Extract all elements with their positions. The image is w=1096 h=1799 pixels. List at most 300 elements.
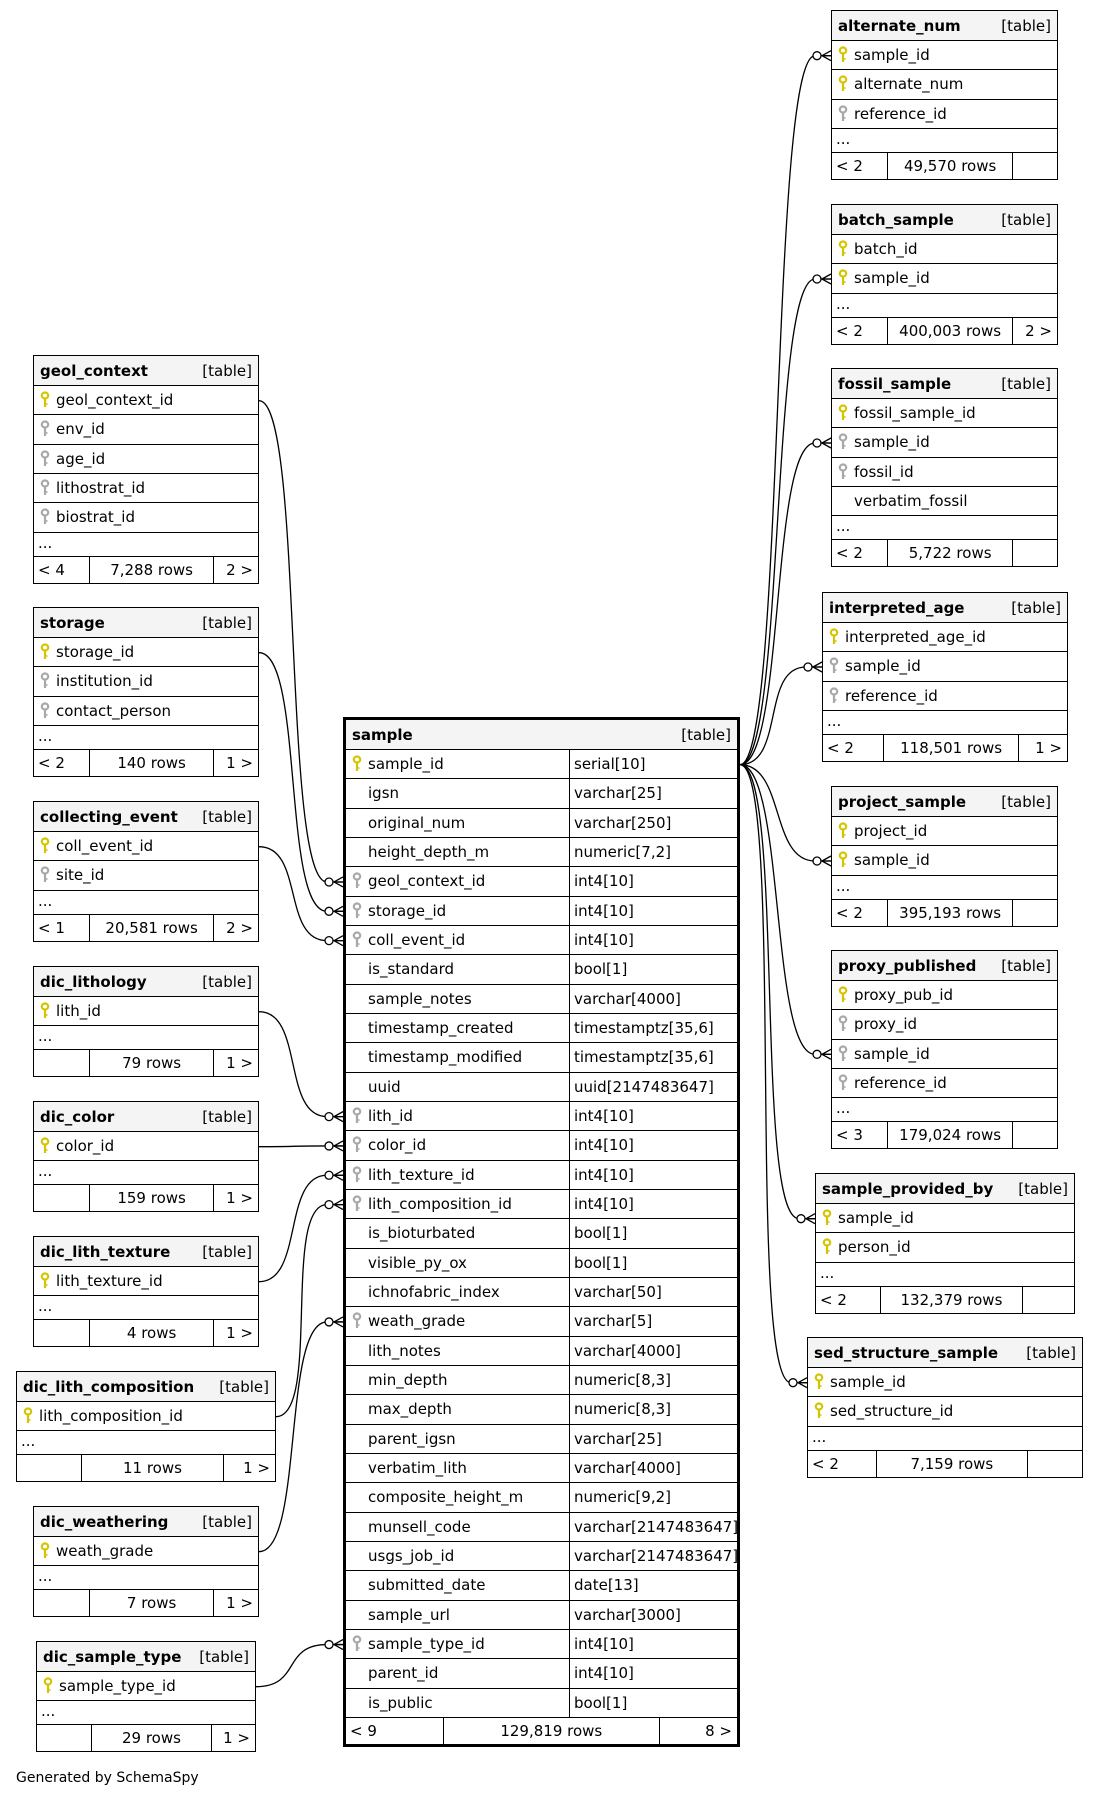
column-name: reference_id bbox=[854, 104, 947, 123]
table-footer bbox=[34, 915, 258, 941]
foreign-key-icon bbox=[832, 105, 854, 123]
column-name: biostrat_id bbox=[56, 508, 135, 527]
children-count[interactable]: 1 > bbox=[1018, 735, 1067, 761]
table-kind: [table] bbox=[1001, 956, 1051, 975]
table-kind: [table] bbox=[1001, 374, 1051, 393]
column-row[interactable] bbox=[346, 1483, 737, 1512]
row-count: 129,819 rows bbox=[500, 1721, 603, 1740]
column-name: person_id bbox=[838, 1238, 911, 1257]
column-name: lith_texture_id bbox=[368, 1165, 475, 1184]
column-row[interactable] bbox=[346, 1659, 737, 1688]
column-row[interactable] bbox=[17, 1402, 275, 1431]
column-name: color_id bbox=[368, 1136, 427, 1155]
column-name: coll_event_id bbox=[368, 931, 466, 950]
parents-count[interactable] bbox=[17, 1455, 82, 1481]
column-row[interactable] bbox=[832, 399, 1057, 428]
primary-key-icon bbox=[808, 1373, 830, 1391]
column-row[interactable] bbox=[34, 832, 258, 861]
table-header bbox=[832, 369, 1057, 399]
table-kind: [table] bbox=[681, 725, 731, 744]
parents-count[interactable] bbox=[34, 1320, 90, 1346]
parents-count[interactable] bbox=[34, 1050, 90, 1076]
column-type: int4[10] bbox=[569, 1131, 737, 1159]
column-name: composite_height_m bbox=[368, 1488, 524, 1507]
link-alternate-num bbox=[740, 51, 831, 765]
foreign-key-icon bbox=[832, 1074, 854, 1092]
column-name: lithostrat_id bbox=[56, 479, 146, 498]
table-kind: [table] bbox=[202, 1512, 252, 1531]
column-type: varchar[4000] bbox=[569, 985, 737, 1013]
foreign-key-icon bbox=[34, 702, 56, 720]
column-row[interactable] bbox=[346, 1073, 737, 1102]
column-type: varchar[5] bbox=[569, 1307, 737, 1335]
column-row[interactable] bbox=[346, 1689, 737, 1718]
column-name: timestamp_created bbox=[368, 1019, 514, 1038]
column-name: sample_type_id bbox=[368, 1635, 485, 1653]
column-name: munsell_code bbox=[368, 1517, 471, 1536]
table-name: dic_weathering bbox=[40, 1512, 169, 1531]
column-row[interactable] bbox=[816, 1204, 1074, 1233]
column-row[interactable] bbox=[346, 1425, 737, 1454]
column-name: storage_id bbox=[368, 901, 447, 920]
column-type: bool[1] bbox=[569, 1689, 737, 1717]
more-columns: ... bbox=[34, 1161, 258, 1185]
more-columns: ... bbox=[832, 516, 1057, 540]
column-name: weath_grade bbox=[368, 1312, 466, 1331]
column-name: sample_id bbox=[854, 1044, 930, 1063]
column-row[interactable] bbox=[34, 1537, 258, 1566]
column-row[interactable] bbox=[346, 1131, 737, 1160]
table-header bbox=[34, 967, 258, 997]
table-name: sample bbox=[352, 725, 413, 744]
foreign-key-icon bbox=[346, 1635, 368, 1653]
foreign-key-icon bbox=[34, 420, 56, 438]
primary-key-icon bbox=[34, 837, 56, 855]
column-name: ichnofabric_index bbox=[368, 1283, 500, 1302]
table-header bbox=[823, 593, 1067, 623]
column-row[interactable] bbox=[34, 997, 258, 1026]
table-sample[interactable] bbox=[343, 717, 740, 1747]
column-row[interactable] bbox=[346, 1014, 737, 1043]
table-header bbox=[832, 11, 1057, 41]
children-count[interactable] bbox=[1012, 153, 1057, 179]
column-type: varchar[25] bbox=[569, 1425, 737, 1453]
table-name: project_sample bbox=[838, 792, 967, 811]
table-footer bbox=[816, 1287, 1074, 1313]
table-header bbox=[832, 787, 1057, 817]
row-count: 49,570 rows bbox=[903, 156, 997, 175]
column-type: int4[10] bbox=[569, 867, 737, 895]
table-header bbox=[34, 608, 258, 638]
column-row[interactable] bbox=[34, 1132, 258, 1161]
column-name: lith_id bbox=[56, 1002, 101, 1021]
column-row[interactable] bbox=[832, 981, 1057, 1010]
column-row[interactable] bbox=[832, 100, 1057, 129]
row-count: 7,288 rows bbox=[110, 560, 193, 579]
column-row[interactable] bbox=[34, 667, 258, 696]
column-row[interactable] bbox=[346, 867, 737, 896]
table-name: sample_provided_by bbox=[822, 1179, 994, 1198]
column-row[interactable] bbox=[832, 235, 1057, 264]
table-project-sample[interactable] bbox=[831, 786, 1058, 927]
column-row[interactable] bbox=[346, 1249, 737, 1278]
column-type: varchar[3000] bbox=[569, 1601, 737, 1629]
column-name: env_id bbox=[56, 420, 105, 439]
row-count: 400,003 rows bbox=[899, 321, 1002, 340]
column-row[interactable] bbox=[346, 838, 737, 867]
column-name: is_bioturbated bbox=[368, 1224, 476, 1243]
column-name: sed_structure_id bbox=[830, 1402, 954, 1421]
table-kind: [table] bbox=[219, 1377, 269, 1396]
foreign-key-icon bbox=[346, 872, 368, 890]
children-count[interactable]: 1 > bbox=[223, 1455, 275, 1481]
parents-count[interactable]: < 2 bbox=[816, 1287, 881, 1313]
table-dic-sample-type[interactable] bbox=[36, 1641, 256, 1752]
column-type: int4[10] bbox=[569, 1102, 737, 1130]
column-row[interactable] bbox=[346, 779, 737, 808]
primary-key-icon bbox=[832, 404, 854, 422]
column-row[interactable] bbox=[346, 1161, 737, 1190]
column-type: bool[1] bbox=[569, 1249, 737, 1277]
children-count[interactable]: 2 > bbox=[213, 915, 258, 941]
column-name: batch_id bbox=[854, 240, 918, 259]
foreign-key-icon bbox=[346, 1312, 368, 1330]
column-name: alternate_num bbox=[854, 75, 964, 94]
column-row[interactable] bbox=[832, 1010, 1057, 1039]
column-name: parent_id bbox=[368, 1664, 439, 1683]
table-kind: [table] bbox=[202, 1107, 252, 1126]
column-name: sample_type_id bbox=[59, 1677, 176, 1696]
table-dic-lith-texture[interactable] bbox=[33, 1236, 259, 1347]
table-dic-color[interactable] bbox=[33, 1101, 259, 1212]
column-row[interactable] bbox=[832, 458, 1057, 487]
row-count: 140 rows bbox=[117, 753, 186, 772]
parents-count[interactable]: < 2 bbox=[832, 900, 888, 926]
column-row[interactable] bbox=[346, 1337, 737, 1366]
column-row[interactable] bbox=[34, 1267, 258, 1296]
table-name: dic_lithology bbox=[40, 972, 147, 991]
row-count: 79 rows bbox=[122, 1054, 182, 1073]
primary-key-icon bbox=[816, 1238, 838, 1256]
table-footer bbox=[34, 1590, 258, 1616]
more-columns: ... bbox=[823, 711, 1067, 735]
column-row[interactable] bbox=[823, 652, 1067, 681]
table-footer bbox=[34, 1050, 258, 1076]
column-name: reference_id bbox=[854, 1074, 947, 1093]
table-dic-lithology[interactable] bbox=[33, 966, 259, 1077]
table-collecting-event[interactable] bbox=[33, 801, 259, 942]
children-count[interactable]: 1 > bbox=[213, 1590, 258, 1616]
children-count[interactable]: 1 > bbox=[213, 1320, 258, 1346]
more-columns: ... bbox=[832, 876, 1057, 900]
column-row[interactable] bbox=[346, 1366, 737, 1395]
column-row[interactable] bbox=[346, 1102, 737, 1131]
table-name: geol_context bbox=[40, 361, 148, 380]
column-row[interactable] bbox=[346, 1219, 737, 1248]
column-row[interactable] bbox=[832, 264, 1057, 293]
more-columns: ... bbox=[37, 1701, 255, 1725]
foreign-key-icon bbox=[34, 866, 56, 884]
column-row[interactable] bbox=[346, 1395, 737, 1424]
row-count: 20,581 rows bbox=[105, 918, 198, 937]
foreign-key-icon bbox=[34, 450, 56, 468]
table-alternate-num[interactable] bbox=[831, 10, 1058, 180]
children-count[interactable]: 1 > bbox=[213, 750, 258, 776]
column-type: int4[10] bbox=[569, 897, 737, 925]
column-row[interactable] bbox=[346, 985, 737, 1014]
table-sed-structure-sample[interactable] bbox=[807, 1337, 1083, 1478]
column-row[interactable] bbox=[34, 638, 258, 667]
row-count: 5,722 rows bbox=[908, 544, 992, 563]
column-row[interactable] bbox=[34, 474, 258, 503]
row-count: 7,159 rows bbox=[910, 1454, 994, 1473]
column-name: weath_grade bbox=[56, 1542, 154, 1561]
column-name: is_standard bbox=[368, 960, 455, 979]
column-row[interactable] bbox=[346, 1513, 737, 1542]
link-project-sample bbox=[740, 765, 831, 866]
column-name: igsn bbox=[368, 784, 400, 803]
column-name: sample_url bbox=[368, 1605, 450, 1624]
column-row[interactable] bbox=[346, 809, 737, 838]
column-row[interactable] bbox=[34, 861, 258, 890]
column-row[interactable] bbox=[832, 1040, 1057, 1069]
table-kind: [table] bbox=[1018, 1179, 1068, 1198]
table-proxy-published[interactable] bbox=[831, 950, 1058, 1149]
primary-key-icon bbox=[34, 643, 56, 661]
table-fossil-sample[interactable] bbox=[831, 368, 1058, 567]
parents-count[interactable] bbox=[34, 1590, 90, 1616]
table-name: dic_lith_texture bbox=[40, 1242, 171, 1261]
link-dic-lithology bbox=[259, 1012, 343, 1122]
column-type: varchar[2147483647] bbox=[569, 1513, 737, 1541]
column-name: lith_composition_id bbox=[368, 1195, 512, 1214]
table-header bbox=[832, 951, 1057, 981]
link-collecting-event bbox=[259, 847, 343, 946]
column-name: age_id bbox=[56, 449, 106, 468]
column-row[interactable] bbox=[832, 1069, 1057, 1098]
column-row[interactable] bbox=[346, 955, 737, 984]
column-row[interactable] bbox=[346, 1454, 737, 1483]
children-count[interactable] bbox=[1012, 1122, 1057, 1148]
primary-key-icon bbox=[832, 240, 854, 258]
foreign-key-icon bbox=[346, 1166, 368, 1184]
table-footer bbox=[34, 1185, 258, 1211]
column-name: submitted_date bbox=[368, 1576, 486, 1595]
link-dic-lith-texture bbox=[259, 1170, 343, 1281]
column-row[interactable] bbox=[832, 41, 1057, 70]
foreign-key-icon bbox=[346, 902, 368, 920]
table-sample-provided-by[interactable] bbox=[815, 1173, 1075, 1314]
column-row[interactable] bbox=[346, 1601, 737, 1630]
column-row[interactable] bbox=[34, 503, 258, 532]
column-name: sample_id bbox=[854, 851, 930, 870]
column-name: lith_notes bbox=[368, 1341, 441, 1360]
column-name: color_id bbox=[56, 1137, 115, 1156]
column-row[interactable] bbox=[346, 1630, 737, 1659]
column-name: sample_id bbox=[830, 1373, 906, 1392]
table-storage[interactable] bbox=[33, 607, 259, 777]
parents-count[interactable]: < 2 bbox=[808, 1451, 877, 1477]
link-geol-context bbox=[259, 401, 343, 887]
column-name: visible_py_ox bbox=[368, 1253, 467, 1272]
table-name: collecting_event bbox=[40, 807, 178, 826]
table-footer bbox=[17, 1455, 275, 1481]
table-interpreted-age[interactable] bbox=[822, 592, 1068, 762]
column-name: sample_id bbox=[368, 755, 444, 774]
table-kind: [table] bbox=[199, 1647, 249, 1666]
column-name: sample_id bbox=[845, 657, 921, 676]
primary-key-icon bbox=[832, 851, 854, 869]
foreign-key-icon bbox=[34, 479, 56, 497]
column-row[interactable] bbox=[346, 1043, 737, 1072]
table-dic-weathering[interactable] bbox=[33, 1506, 259, 1617]
column-row[interactable] bbox=[346, 750, 737, 779]
column-row[interactable] bbox=[34, 415, 258, 444]
foreign-key-icon bbox=[346, 1195, 368, 1213]
table-kind: [table] bbox=[1001, 792, 1051, 811]
column-name: uuid bbox=[368, 1077, 401, 1096]
link-sed-structure-sample bbox=[740, 765, 807, 1388]
link-dic-sample-type bbox=[256, 1640, 343, 1687]
foreign-key-icon bbox=[346, 1136, 368, 1154]
table-header bbox=[34, 1507, 258, 1537]
primary-key-icon bbox=[34, 1002, 56, 1020]
column-name: timestamp_modified bbox=[368, 1048, 523, 1067]
row-count: 29 rows bbox=[121, 1729, 181, 1748]
column-type: int4[10] bbox=[569, 1630, 737, 1658]
table-kind: [table] bbox=[1011, 598, 1061, 617]
children-count[interactable]: 2 > bbox=[213, 557, 258, 583]
column-name: sample_id bbox=[854, 46, 930, 65]
table-batch-sample[interactable] bbox=[831, 204, 1058, 345]
children-count[interactable] bbox=[1022, 1287, 1074, 1313]
row-count: 159 rows bbox=[117, 1189, 186, 1208]
parents-count[interactable]: < 3 bbox=[832, 1122, 888, 1148]
table-footer bbox=[823, 735, 1067, 761]
foreign-key-icon bbox=[832, 433, 854, 451]
column-name: lith_id bbox=[368, 1107, 413, 1126]
parents-count[interactable]: < 9 bbox=[346, 1718, 444, 1744]
column-row[interactable] bbox=[346, 1307, 737, 1336]
more-columns: ... bbox=[808, 1427, 1082, 1451]
column-name: project_id bbox=[854, 822, 928, 841]
parents-count[interactable]: < 1 bbox=[34, 915, 90, 941]
column-row[interactable] bbox=[346, 1278, 737, 1307]
table-header bbox=[37, 1642, 255, 1672]
column-type: numeric[7,2] bbox=[569, 838, 737, 866]
column-type: varchar[4000] bbox=[569, 1337, 737, 1365]
row-count: 11 rows bbox=[122, 1459, 182, 1478]
column-row[interactable] bbox=[346, 897, 737, 926]
children-count[interactable] bbox=[1012, 540, 1057, 566]
column-row[interactable] bbox=[346, 1190, 737, 1219]
column-row[interactable] bbox=[832, 846, 1057, 875]
column-name: parent_igsn bbox=[368, 1429, 456, 1448]
children-count[interactable] bbox=[1027, 1451, 1082, 1477]
more-columns: ... bbox=[34, 1026, 258, 1050]
column-name: fossil_id bbox=[854, 462, 914, 481]
column-row[interactable] bbox=[832, 428, 1057, 457]
table-kind: [table] bbox=[1026, 1343, 1076, 1362]
table-header bbox=[832, 205, 1057, 235]
column-row[interactable] bbox=[346, 1571, 737, 1600]
parents-count[interactable]: < 2 bbox=[832, 318, 888, 344]
column-row[interactable] bbox=[37, 1672, 255, 1701]
table-kind: [table] bbox=[1001, 16, 1051, 35]
table-footer bbox=[34, 557, 258, 583]
children-count[interactable]: 1 > bbox=[213, 1185, 258, 1211]
row-count: 4 rows bbox=[126, 1324, 177, 1343]
primary-key-icon bbox=[346, 755, 368, 773]
parents-count[interactable]: < 2 bbox=[34, 750, 90, 776]
column-row[interactable] bbox=[816, 1233, 1074, 1262]
parents-count[interactable]: < 4 bbox=[34, 557, 90, 583]
children-count[interactable]: 8 > bbox=[659, 1718, 737, 1744]
more-columns: ... bbox=[17, 1431, 275, 1455]
table-footer bbox=[832, 540, 1057, 566]
column-row[interactable] bbox=[823, 682, 1067, 711]
primary-key-icon bbox=[34, 1137, 56, 1155]
column-row[interactable] bbox=[346, 926, 737, 955]
children-count[interactable]: 1 > bbox=[213, 1050, 258, 1076]
row-count: 395,193 rows bbox=[899, 903, 1002, 922]
parents-count[interactable] bbox=[34, 1185, 90, 1211]
column-type: numeric[8,3] bbox=[569, 1395, 737, 1423]
parents-count[interactable]: < 2 bbox=[832, 153, 888, 179]
column-name: verbatim_lith bbox=[368, 1459, 467, 1478]
primary-key-icon bbox=[808, 1402, 830, 1420]
table-footer bbox=[832, 318, 1057, 344]
children-count[interactable] bbox=[1012, 900, 1057, 926]
column-row[interactable] bbox=[832, 70, 1057, 99]
column-type: bool[1] bbox=[569, 955, 737, 983]
column-row[interactable] bbox=[808, 1368, 1082, 1397]
column-type: uuid[2147483647] bbox=[569, 1073, 737, 1101]
column-type: int4[10] bbox=[569, 1161, 737, 1189]
table-name: storage bbox=[40, 613, 105, 632]
column-row[interactable] bbox=[346, 1542, 737, 1571]
foreign-key-icon bbox=[832, 1015, 854, 1033]
column-name: min_depth bbox=[368, 1371, 448, 1390]
children-count[interactable]: 1 > bbox=[211, 1725, 255, 1751]
column-row[interactable] bbox=[808, 1397, 1082, 1426]
column-row[interactable] bbox=[34, 445, 258, 474]
primary-key-icon bbox=[832, 986, 854, 1004]
column-row[interactable] bbox=[34, 697, 258, 726]
column-row[interactable] bbox=[34, 386, 258, 415]
parents-count[interactable]: < 2 bbox=[823, 735, 884, 761]
parents-count[interactable] bbox=[37, 1725, 92, 1751]
column-name: max_depth bbox=[368, 1400, 452, 1419]
children-count[interactable]: 2 > bbox=[1012, 318, 1057, 344]
more-columns: ... bbox=[832, 129, 1057, 153]
column-type: int4[10] bbox=[569, 926, 737, 954]
column-type: numeric[9,2] bbox=[569, 1483, 737, 1511]
foreign-key-icon bbox=[34, 508, 56, 526]
column-name: contact_person bbox=[56, 701, 172, 720]
parents-count[interactable]: < 2 bbox=[832, 540, 888, 566]
column-type: date[13] bbox=[569, 1571, 737, 1599]
primary-key-icon bbox=[832, 822, 854, 840]
column-name: proxy_pub_id bbox=[854, 986, 954, 1005]
column-row[interactable] bbox=[823, 623, 1067, 652]
table-dic-lith-composition[interactable] bbox=[16, 1371, 276, 1482]
more-columns: ... bbox=[34, 1566, 258, 1590]
more-columns: ... bbox=[34, 891, 258, 915]
table-geol-context[interactable] bbox=[33, 355, 259, 584]
column-row[interactable] bbox=[832, 817, 1057, 846]
column-row[interactable] bbox=[832, 487, 1057, 516]
